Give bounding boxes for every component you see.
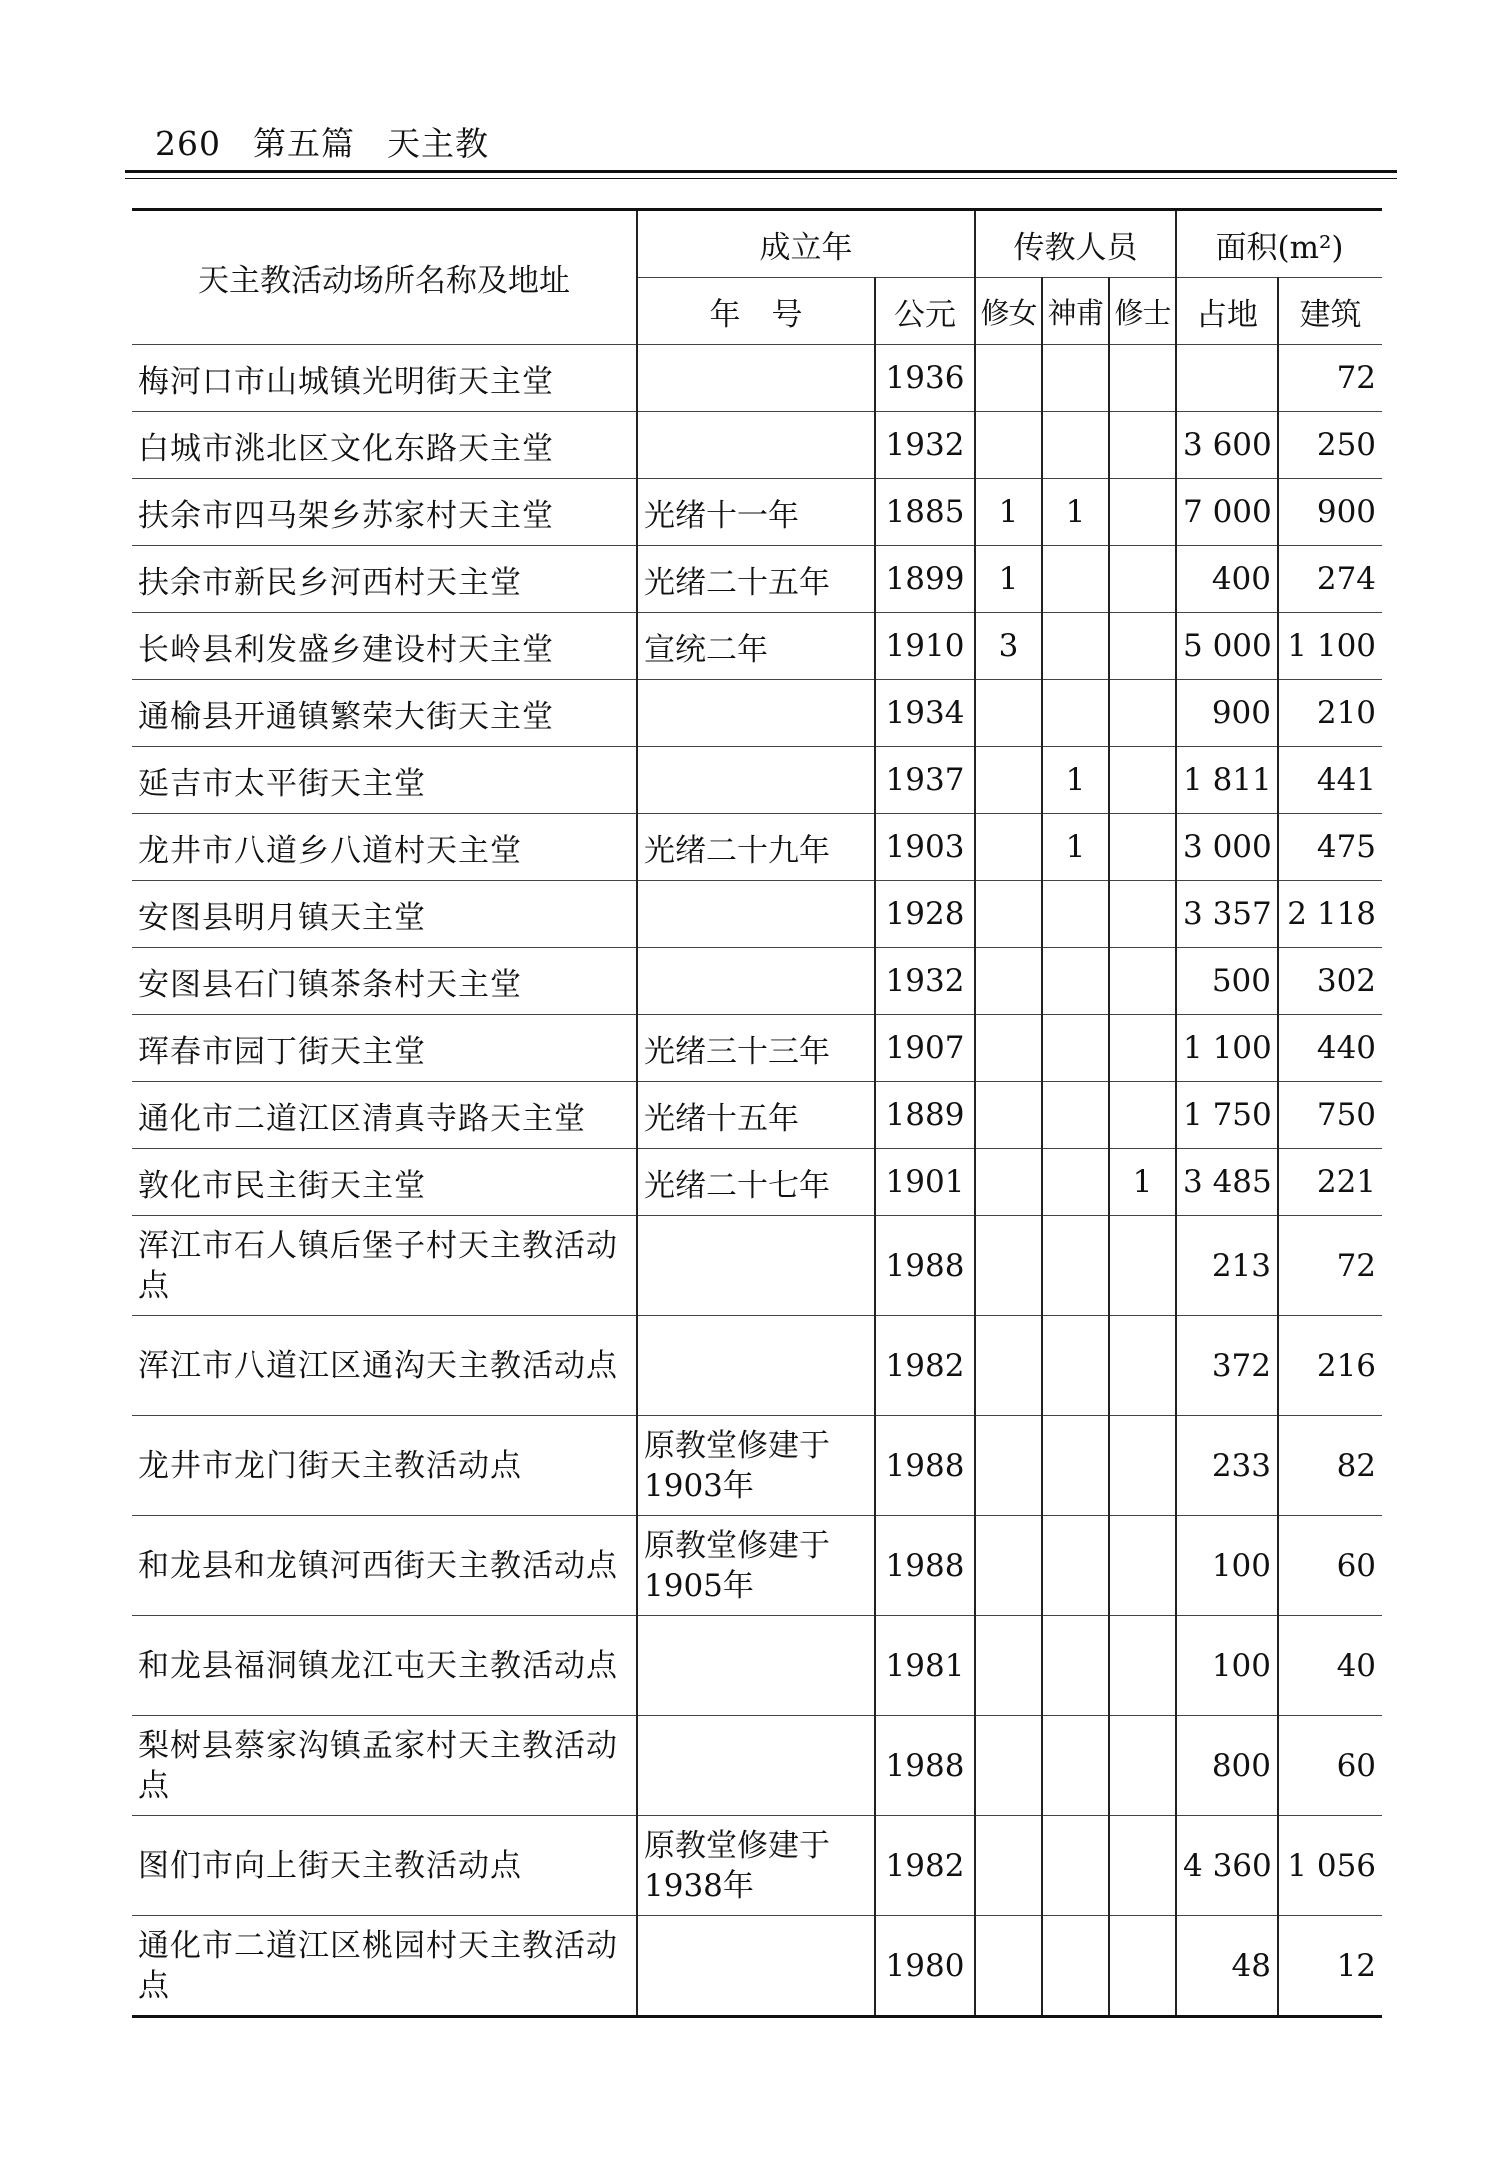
cell-era: 光绪二十九年 [637,814,875,881]
header-area: 面积(m²) [1176,210,1382,278]
cell-building: 475 [1278,814,1382,881]
cell-brother [1109,948,1176,1015]
cell-era: 光绪二十七年 [637,1149,875,1216]
cell-name: 扶余市新民乡河西村天主堂 [132,546,637,613]
cell-land: 213 [1176,1216,1278,1316]
cell-priest [1042,1916,1109,2017]
header-staff: 传教人员 [975,210,1176,278]
cell-name: 通化市二道江区桃园村天主教活动点 [132,1916,637,2017]
cell-nun [975,1216,1042,1316]
cell-building: 302 [1278,948,1382,1015]
table-row [132,1916,1382,2017]
cell-land: 5 000 [1176,613,1278,680]
page-header [155,118,521,165]
cell-land: 372 [1176,1316,1278,1416]
cell-name: 延吉市太平街天主堂 [132,747,637,814]
cell-ad: 1980 [875,1916,975,2017]
cell-nun [975,1015,1042,1082]
cell-era: 光绪三十三年 [637,1015,875,1082]
cell-name: 龙井市龙门街天主教活动点 [132,1416,637,1516]
table-row [132,1416,1382,1516]
header-name: 天主教活动场所名称及地址 [132,210,637,345]
cell-nun [975,1816,1042,1916]
cell-era: 光绪二十五年 [637,546,875,613]
cell-building: 1 056 [1278,1816,1382,1916]
cell-priest [1042,1015,1109,1082]
cell-land: 3 485 [1176,1149,1278,1216]
cell-priest [1042,1816,1109,1916]
cell-era: 光绪十五年 [637,1082,875,1149]
cell-name: 通化市二道江区清真寺路天主堂 [132,1082,637,1149]
cell-brother [1109,1816,1176,1916]
cell-nun: 1 [975,546,1042,613]
cell-priest [1042,412,1109,479]
table-row [132,1015,1382,1082]
cell-era: 原教堂修建于1903年 [637,1416,875,1516]
cell-ad: 1885 [875,479,975,546]
cell-priest [1042,613,1109,680]
cell-name: 扶余市四马架乡苏家村天主堂 [132,479,637,546]
header-rule-thick [125,170,1397,173]
cell-era [637,881,875,948]
cell-brother [1109,1316,1176,1416]
table-row [132,345,1382,412]
cell-era: 原教堂修建于1938年 [637,1816,875,1916]
cell-nun [975,747,1042,814]
cell-building: 12 [1278,1916,1382,2017]
cell-land: 3 000 [1176,814,1278,881]
cell-name: 珲春市园丁街天主堂 [132,1015,637,1082]
cell-ad: 1932 [875,412,975,479]
cell-era [637,680,875,747]
cell-ad: 1937 [875,747,975,814]
cell-ad: 1901 [875,1149,975,1216]
table-row [132,680,1382,747]
cell-name: 安图县明月镇天主堂 [132,881,637,948]
cell-building: 60 [1278,1716,1382,1816]
cell-land: 4 360 [1176,1816,1278,1916]
table-row [132,881,1382,948]
cell-priest [1042,1316,1109,1416]
cell-ad: 1910 [875,613,975,680]
cell-name: 白城市洮北区文化东路天主堂 [132,412,637,479]
table-row [132,546,1382,613]
cell-nun [975,345,1042,412]
cell-land: 3 357 [1176,881,1278,948]
cell-land: 500 [1176,948,1278,1015]
cell-building: 82 [1278,1416,1382,1516]
cell-priest [1042,1149,1109,1216]
cell-name: 和龙县和龙镇河西街天主教活动点 [132,1516,637,1616]
cell-era [637,948,875,1015]
cell-name: 梨树县蔡家沟镇孟家村天主教活动点 [132,1716,637,1816]
cell-brother [1109,546,1176,613]
table-row [132,747,1382,814]
cell-building: 60 [1278,1516,1382,1616]
cell-building: 250 [1278,412,1382,479]
cell-era [637,1316,875,1416]
cell-ad: 1982 [875,1816,975,1916]
cell-ad: 1988 [875,1416,975,1516]
cell-land [1176,345,1278,412]
cell-building: 72 [1278,1216,1382,1316]
cell-nun [975,1716,1042,1816]
header-nun: 修女 [975,278,1042,345]
cell-name: 和龙县福洞镇龙江屯天主教活动点 [132,1616,637,1716]
cell-building: 900 [1278,479,1382,546]
cell-building: 216 [1278,1316,1382,1416]
cell-name: 浑江市石人镇后堡子村天主教活动点 [132,1216,637,1316]
header-priest: 神甫 [1042,278,1109,345]
cell-building: 40 [1278,1616,1382,1716]
cell-land: 48 [1176,1916,1278,2017]
cell-era: 宣统二年 [637,613,875,680]
cell-era: 原教堂修建于1905年 [637,1516,875,1616]
cell-nun [975,1616,1042,1716]
cell-brother [1109,479,1176,546]
cell-nun [975,1916,1042,2017]
cell-building: 1 100 [1278,613,1382,680]
cell-priest [1042,1216,1109,1316]
table-row [132,1316,1382,1416]
cell-brother [1109,1616,1176,1716]
cell-ad: 1936 [875,345,975,412]
cell-building: 274 [1278,546,1382,613]
section-title: 天主教 [387,124,489,163]
cell-priest [1042,1082,1109,1149]
cell-land: 233 [1176,1416,1278,1516]
cell-name: 长岭县利发盛乡建设村天主堂 [132,613,637,680]
table-row [132,412,1382,479]
table-row [132,613,1382,680]
cell-brother: 1 [1109,1149,1176,1216]
header-era: 年 号 [637,278,875,345]
cell-name: 图们市向上街天主教活动点 [132,1816,637,1916]
cell-brother [1109,881,1176,948]
part-label: 第五篇 [253,124,355,163]
cell-ad: 1928 [875,881,975,948]
cell-brother [1109,1716,1176,1816]
cell-nun: 1 [975,479,1042,546]
cell-priest [1042,680,1109,747]
cell-building: 440 [1278,1015,1382,1082]
cell-priest [1042,1716,1109,1816]
table-row [132,479,1382,546]
cell-priest: 1 [1042,814,1109,881]
header-ad: 公元 [875,278,975,345]
cell-brother [1109,680,1176,747]
cell-land: 100 [1176,1616,1278,1716]
cell-name: 梅河口市山城镇光明街天主堂 [132,345,637,412]
cell-land: 1 750 [1176,1082,1278,1149]
cell-brother [1109,412,1176,479]
table-row [132,1149,1382,1216]
cell-land: 3 600 [1176,412,1278,479]
table-row [132,948,1382,1015]
cell-nun [975,680,1042,747]
cell-name: 通榆县开通镇繁荣大街天主堂 [132,680,637,747]
cell-building: 210 [1278,680,1382,747]
cell-era: 光绪十一年 [637,479,875,546]
cell-building: 72 [1278,345,1382,412]
cell-ad: 1889 [875,1082,975,1149]
cell-priest [1042,1416,1109,1516]
cell-building: 2 118 [1278,881,1382,948]
cell-building: 221 [1278,1149,1382,1216]
table-row [132,1216,1382,1316]
cell-brother [1109,1916,1176,2017]
cell-priest [1042,546,1109,613]
cell-ad: 1982 [875,1316,975,1416]
cell-ad: 1934 [875,680,975,747]
cell-era [637,1916,875,2017]
cell-era [637,1616,875,1716]
header-building: 建筑 [1278,278,1382,345]
cell-nun [975,1416,1042,1516]
cell-brother [1109,1082,1176,1149]
table-row [132,1816,1382,1916]
cell-brother [1109,1015,1176,1082]
table-row [132,1082,1382,1149]
cell-ad: 1988 [875,1716,975,1816]
header-rule-thin [125,178,1397,179]
cell-name: 敦化市民主街天主堂 [132,1149,637,1216]
cell-building: 441 [1278,747,1382,814]
cell-priest: 1 [1042,479,1109,546]
cell-ad: 1899 [875,546,975,613]
cell-name: 龙井市八道乡八道村天主堂 [132,814,637,881]
cell-building: 750 [1278,1082,1382,1149]
cell-priest [1042,1616,1109,1716]
cell-era [637,345,875,412]
cell-nun [975,814,1042,881]
cell-land: 1 100 [1176,1015,1278,1082]
cell-era [637,1716,875,1816]
cell-nun: 3 [975,613,1042,680]
cell-name: 安图县石门镇茶条村天主堂 [132,948,637,1015]
cell-brother [1109,1516,1176,1616]
cell-ad: 1981 [875,1616,975,1716]
cell-brother [1109,1216,1176,1316]
cell-nun [975,1149,1042,1216]
cell-ad: 1907 [875,1015,975,1082]
cell-land: 7 000 [1176,479,1278,546]
table-body [132,345,1382,2017]
cell-brother [1109,613,1176,680]
cell-priest [1042,1516,1109,1616]
cell-land: 400 [1176,546,1278,613]
cell-land: 100 [1176,1516,1278,1616]
cell-priest [1042,345,1109,412]
header-founded: 成立年 [637,210,975,278]
cell-nun [975,412,1042,479]
cell-brother [1109,747,1176,814]
cell-nun [975,948,1042,1015]
page-number: 260 [155,124,221,163]
cell-land: 900 [1176,680,1278,747]
cell-ad: 1932 [875,948,975,1015]
header-brother: 修士 [1109,278,1176,345]
cell-priest: 1 [1042,747,1109,814]
table-row [132,1516,1382,1616]
table-row [132,1716,1382,1816]
cell-nun [975,1516,1042,1616]
cell-ad: 1988 [875,1216,975,1316]
cell-ad: 1903 [875,814,975,881]
cell-era [637,1216,875,1316]
cell-nun [975,1316,1042,1416]
cell-nun [975,881,1042,948]
cell-era [637,412,875,479]
cell-brother [1109,1416,1176,1516]
cell-ad: 1988 [875,1516,975,1616]
cell-era [637,747,875,814]
cell-land: 800 [1176,1716,1278,1816]
cell-name: 浑江市八道江区通沟天主教活动点 [132,1316,637,1416]
header-land: 占地 [1176,278,1278,345]
table-row [132,1616,1382,1716]
cell-brother [1109,345,1176,412]
cell-nun [975,1082,1042,1149]
church-register-table [132,208,1382,2018]
table-row [132,814,1382,881]
cell-priest [1042,881,1109,948]
cell-land: 1 811 [1176,747,1278,814]
cell-brother [1109,814,1176,881]
cell-priest [1042,948,1109,1015]
